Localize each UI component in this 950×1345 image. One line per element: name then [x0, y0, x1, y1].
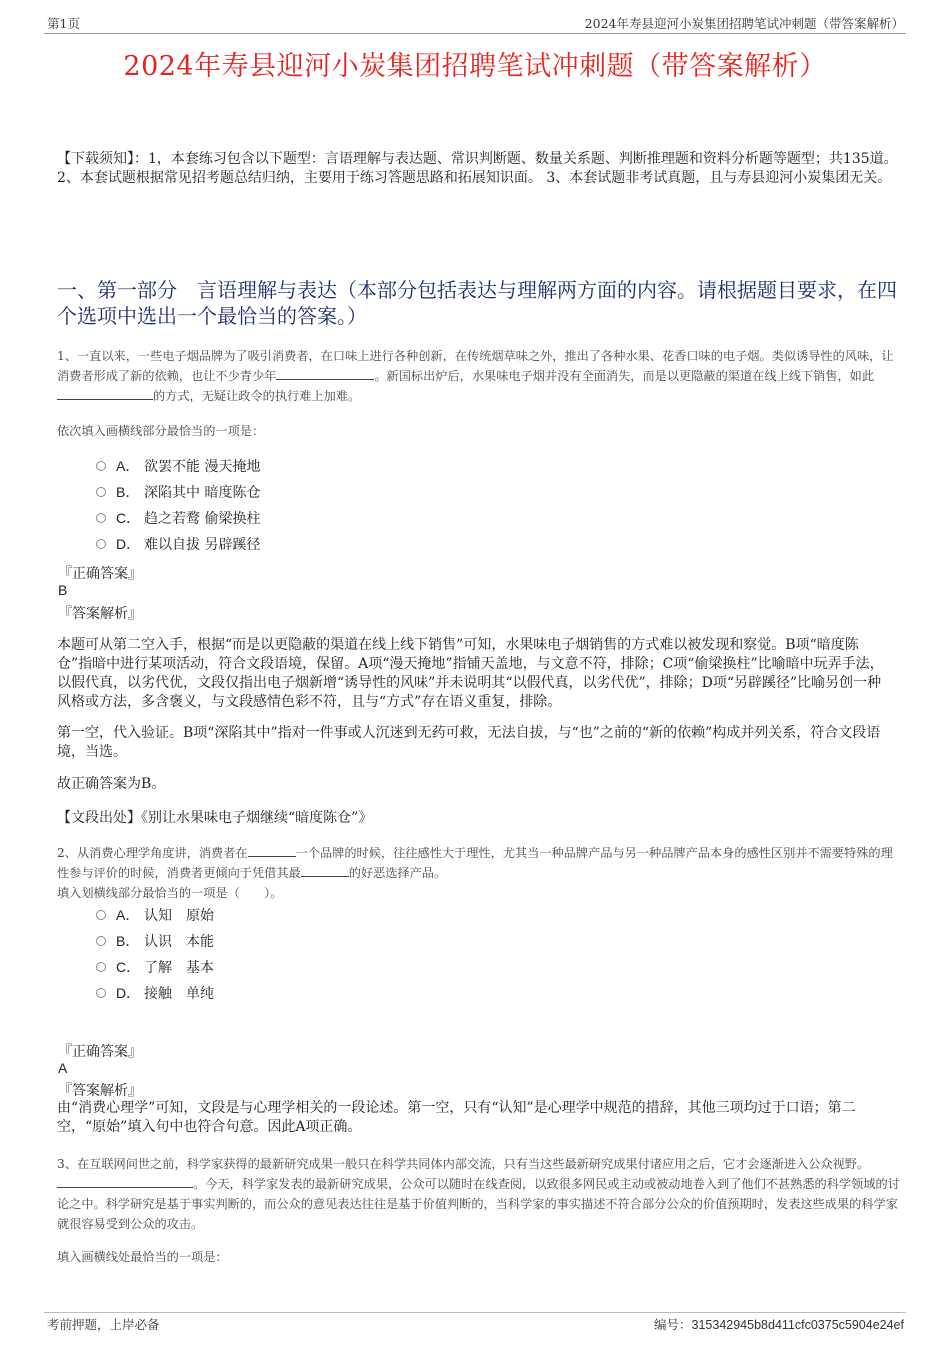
document-code: 编号：315342945b8d411cfc0375c5904e24ef [654, 1317, 904, 1332]
radio-icon[interactable] [96, 487, 106, 497]
option-c[interactable]: C． 了解 基本 [96, 957, 214, 977]
radio-icon[interactable] [96, 962, 106, 972]
footer-divider [44, 1312, 906, 1313]
answer-label: 『正确答案』 [58, 1044, 142, 1060]
blank [57, 1174, 193, 1188]
analysis-conclusion: 故正确答案为B。 [57, 776, 166, 792]
question-3-prompt: 填入画横线处最恰当的一项是： [57, 1250, 228, 1264]
page-number: 第1页 [47, 16, 80, 31]
answer-value: A [58, 1060, 68, 1076]
question-1-text: 1、一直以来，一些电子烟品牌为了吸引消费者，在口味上进行各种创新，在传统烟草味之外，推出了各种水果、花香口味的电子烟。类似诱导性的风味，让消费者形成了新的依赖，也让不少青少年 。新国标出炉后，水果味电子烟并没有全面消失，而是以更隐蔽的渠道在线上线下销售，如此的方式，无疑让政令的执行难上加难。 [57, 349, 894, 403]
option-a[interactable]: A． 欲罢不能 漫天掩地 [96, 456, 260, 476]
option-b[interactable]: B． 深陷其中 暗度陈仓 [96, 482, 260, 502]
analysis-paragraph: 本题可从第二空入手，根据“而是以更隐蔽的渠道在线上线下销售”可知，水果味电子烟销售的方式难以被发现和察觉。B项“暗度陈仓”指暗中进行某项活动，符合文段语境，保留。A项“漫天掩地”指铺天盖地，与文意不符，排除；C项“偷梁换柱”比喻暗中玩弄手法，以假代真，以劣代优，文段仅指出电子烟新增“诱导性的风味”并未说明其“以假代真，以劣代优”，排除；D项“另辟蹊径”比喻另创一种风格或方法，多含褒义，与文段感情色彩不符，且与“方式”存在语义重复，排除。 [57, 637, 884, 710]
question-3-text: 3、在互联网问世之前，科学家获得的最新研究成果一般只在科学共同体内部交流，只有当这些最新研究成果付诸应用之后，它才会逐渐进入公众视野。。今天，科学家发表的最新研究成果，公众可以随时在线查阅，以致很多网民或主动或被动地卷入到了他们不甚熟悉的科学领域的讨论之中。科学研究是基于事实判断的，而公众的意见表达往往是基于价值判断的，当科学家的事实描述不符合部分公众的价值预期时，发表这些成果的科学家就很容易受到公众的攻击。 [57, 1157, 900, 1231]
section-heading: 一、第一部分 言语理解与表达（本部分包括表达与理解两方面的内容。请根据题目要求，在四个选项中选出一个最恰当的答案。） [57, 278, 897, 328]
radio-icon[interactable] [96, 936, 106, 946]
question-1-prompt: 依次填入画横线部分最恰当的一项是： [57, 424, 265, 438]
footer-slogan: 考前押题，上岸必备 [47, 1317, 160, 1332]
radio-icon[interactable] [96, 988, 106, 998]
blank [276, 366, 374, 380]
option-d[interactable]: D． 接触 单纯 [96, 983, 214, 1003]
option-a[interactable]: A． 认知 原始 [96, 905, 214, 925]
analysis-paragraph: 由“消费心理学”可知，文段是与心理学相关的一段论述。第一空，只有“认知”是心理学中规范的措辞，其他三项均过于口语；第二空，“原始”填入句中也符合句意。因此A项正确。 [57, 1100, 856, 1135]
analysis-label: 『答案解析』 [58, 1083, 142, 1099]
answer-value: B [58, 582, 68, 598]
source-citation: 【文段出处】《别让水果味电子烟继续“暗度陈仓”》 [57, 810, 373, 826]
question-2-text: 2、从消费心理学角度讲，消费者在 一个品牌的时候，往往感性大于理性，尤其当一种品牌产品与另一种品牌产品本身的感性区别并不需要特殊的理性参与评价的时候，消费者更倾向于凭借其最 的好恶选择产品。 [57, 843, 902, 883]
blank [248, 843, 296, 857]
header-divider [44, 33, 906, 34]
analysis-label: 『答案解析』 [58, 606, 142, 622]
radio-icon[interactable] [96, 461, 106, 471]
radio-icon[interactable] [96, 910, 106, 920]
blank [57, 386, 153, 400]
radio-icon[interactable] [96, 513, 106, 523]
blank [301, 863, 349, 877]
running-title: 2024年寿县迎河小炭集团招聘笔试冲刺题（带答案解析） [584, 16, 904, 31]
answer-label: 『正确答案』 [58, 566, 142, 582]
question-2-prompt: 填入划横线部分最恰当的一项是（ ）。 [57, 886, 283, 900]
radio-icon[interactable] [96, 539, 106, 549]
option-c[interactable]: C． 趋之若鹜 偷梁换柱 [96, 508, 260, 528]
analysis-paragraph: 第一空，代入验证。B项“深陷其中”指对一件事或人沉迷到无药可救，无法自拔，与“也”之前的“新的依赖”构成并列关系，符合文段语境，当选。 [57, 725, 881, 760]
option-b[interactable]: B． 认识 本能 [96, 931, 214, 951]
download-notice: 【下载须知】：1，本套练习包含以下题型：言语理解与表达题、常识判断题、数量关系题、判断推理题和资料分析题等题型；共135道。 2、本套试题根据常见招考题总结归纳，主要用于练习答题思路和拓展知识面。 3、本套试题非考试真题，且与寿县迎河小炭集团无关。 [57, 151, 898, 186]
option-d[interactable]: D． 难以自拔 另辟蹊径 [96, 534, 260, 554]
page-title: 2024年寿县迎河小炭集团招聘笔试冲刺题（带答案解析） [123, 51, 827, 82]
